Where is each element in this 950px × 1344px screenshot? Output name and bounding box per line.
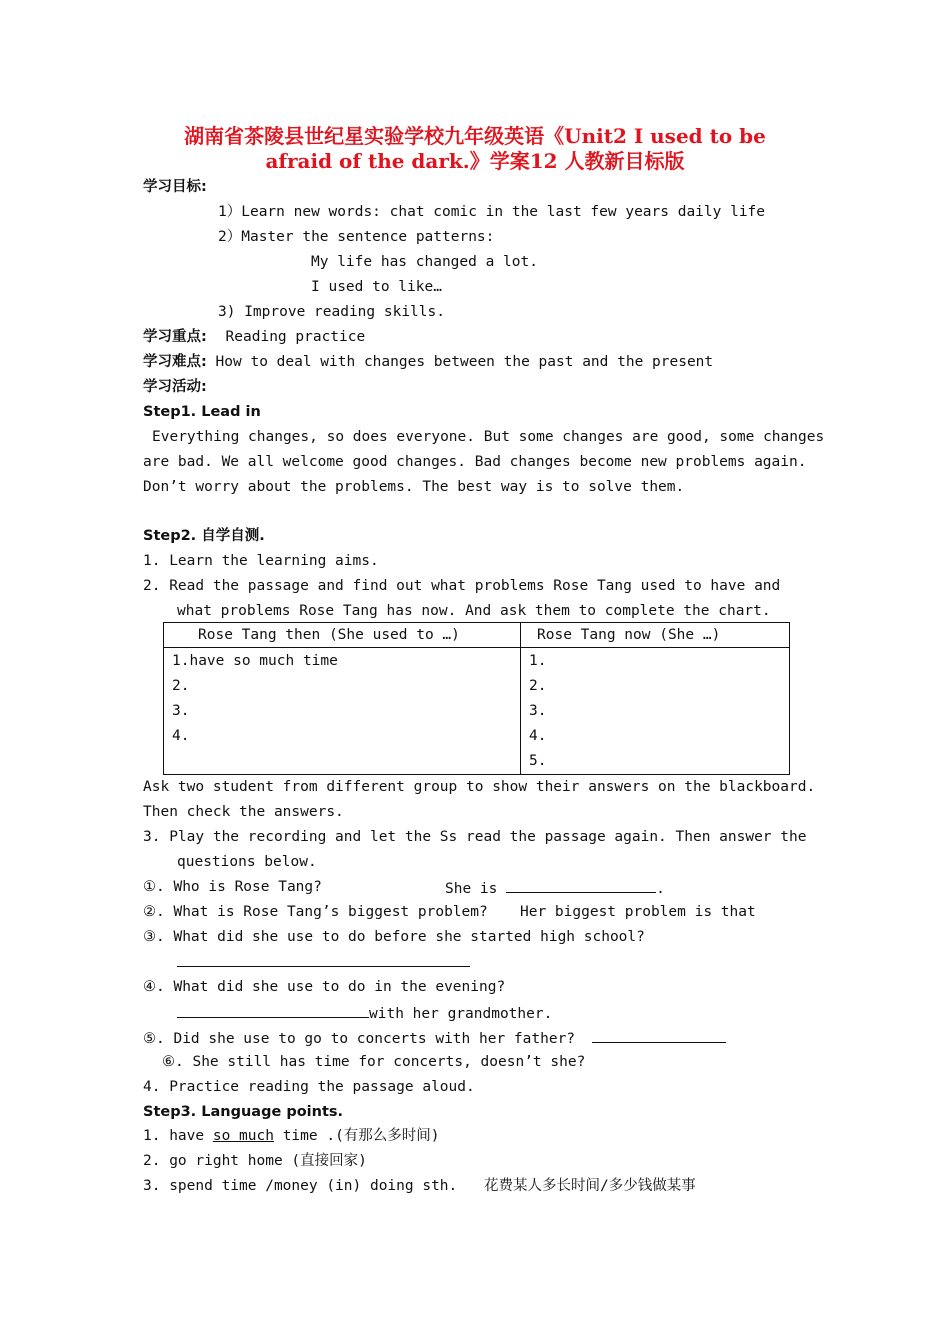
language-point-1	[143, 1127, 440, 1145]
language-point-3-chinese: 花费某人多长时间/多少钱做某事	[484, 1178, 696, 1194]
activities-heading: 学习活动:	[143, 379, 207, 395]
question-1: ①. Who is Rose Tang?	[143, 879, 322, 895]
then-row-1: 1.have so much time	[172, 653, 338, 669]
key-point-text: Reading practice	[225, 329, 366, 345]
chart-then-cell[interactable]	[164, 648, 521, 775]
language-point-2: 2. go right home (直接回家)	[143, 1153, 367, 1169]
then-row-3: 3.	[172, 703, 190, 719]
key-point	[143, 328, 365, 346]
now-row-4: 4.	[529, 728, 547, 744]
title-line-2: afraid of the dark.》学案12 人教新目标版	[265, 149, 685, 173]
objective-1: 1）Learn new words: chat comic in the last few years daily life	[218, 204, 766, 220]
sentence-pattern-1: My life has changed a lot.	[311, 254, 538, 270]
language-point-1-prefix: 1. have	[143, 1128, 205, 1144]
step1-paragraph-line-3: Don’t worry about the problems. The best way is to solve them.	[143, 479, 685, 495]
step1-paragraph-line-2: are bad. We all welcome good changes. Bad changes become new problems again.	[143, 454, 807, 470]
step3-heading: Step3. Language points.	[143, 1104, 344, 1120]
step1-heading: Step1. Lead in	[143, 404, 261, 420]
step1-paragraph-line-1: Everything changes, so does everyone. But some changes are good, some changes	[152, 429, 825, 445]
sentence-pattern-2: I used to like…	[311, 279, 442, 295]
step2-after-line-1: Ask two student from different group to show their answers on the blackboard.	[143, 779, 816, 795]
question-3-blank[interactable]	[177, 966, 470, 967]
chart-now-cell[interactable]	[521, 648, 790, 775]
step2-item-2-line-1: 2. Read the passage and find out what problems Rose Tang used to have and	[143, 578, 781, 594]
question-1-blank[interactable]	[506, 878, 656, 893]
question-1-answer	[445, 878, 665, 898]
objective-3: 3) Improve reading skills.	[218, 304, 445, 320]
then-row-4: 4.	[172, 728, 190, 744]
then-row-2: 2.	[172, 678, 190, 694]
question-4: ④. What did she use to do in the evening?	[143, 979, 506, 995]
objectives-heading: 学习目标:	[143, 179, 207, 195]
chart-header-now: Rose Tang now (She …)	[521, 623, 790, 648]
objective-2: 2）Master the sentence patterns:	[218, 229, 495, 245]
language-point-1-underlined: so much	[212, 1128, 274, 1144]
key-point-label: 学习重点:	[143, 329, 207, 345]
step2-item-3-line-1: 3. Play the recording and let the Ss read the passage again. Then answer the	[143, 829, 807, 845]
step2-item-3-line-2: questions below.	[177, 854, 317, 870]
step2-heading: Step2. 自学自测.	[143, 528, 265, 544]
difficulty	[143, 353, 713, 371]
chart-header-then: Rose Tang then (She used to …)	[164, 623, 521, 648]
now-row-1: 1.	[529, 653, 547, 669]
now-row-3: 3.	[529, 703, 547, 719]
step2-after-line-2: Then check the answers.	[143, 804, 344, 820]
difficulty-text: How to deal with changes between the past and the present	[215, 354, 714, 370]
rose-tang-chart	[163, 622, 790, 775]
question-6: ⑥. She still has time for concerts, doesn’t she?	[162, 1054, 586, 1070]
question-5-text: ⑤. Did she use to go to concerts with her father?	[143, 1031, 576, 1047]
question-4-answer-suffix: with her grandmother.	[369, 1006, 553, 1022]
language-point-3: 3. spend time /money (in) doing sth.	[143, 1178, 458, 1194]
question-5-blank[interactable]	[592, 1028, 726, 1043]
question-4-answer	[177, 1003, 552, 1023]
language-point-1-suffix: time .(有那么多时间)	[282, 1128, 440, 1144]
title-line-1: 湖南省茶陵县世纪星实验学校九年级英语《Unit2 I used to be	[184, 124, 766, 148]
now-row-5: 5.	[529, 753, 547, 769]
question-3: ③. What did she use to do before she started high school?	[143, 929, 645, 945]
step2-item-1: 1. Learn the learning aims.	[143, 553, 379, 569]
difficulty-label: 学习难点:	[143, 354, 207, 370]
question-5	[143, 1028, 726, 1048]
step2-item-4: 4. Practice reading the passage aloud.	[143, 1079, 475, 1095]
question-2-answer: Her biggest problem is that	[520, 904, 756, 920]
now-row-2: 2.	[529, 678, 547, 694]
question-1-answer-prefix: She is	[445, 881, 498, 897]
document-title	[140, 124, 810, 174]
question-4-blank[interactable]	[177, 1003, 369, 1018]
step2-item-2-line-2: what problems Rose Tang has now. And ask them to complete the chart.	[177, 603, 771, 619]
question-1-end: .	[656, 881, 665, 897]
question-2: ②. What is Rose Tang’s biggest problem?	[143, 904, 488, 920]
